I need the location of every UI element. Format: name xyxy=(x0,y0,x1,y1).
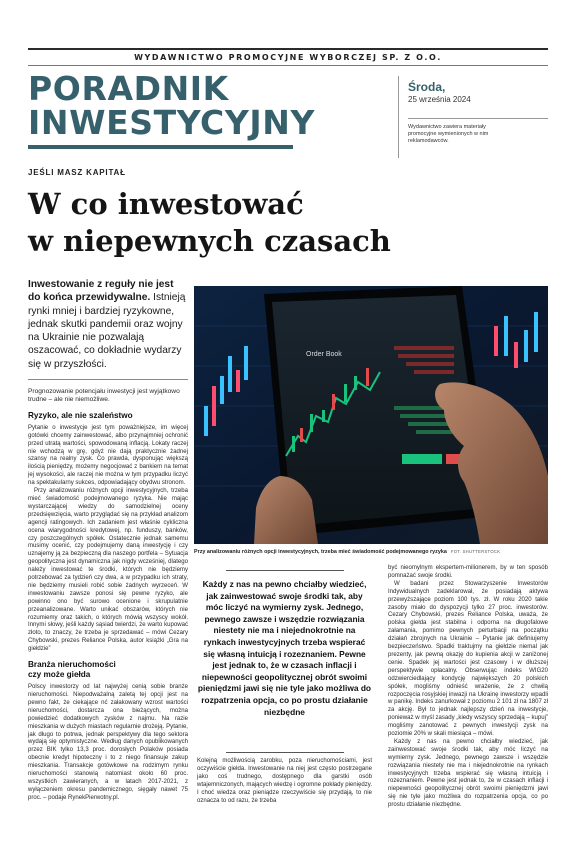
body-column-2 xyxy=(197,758,372,805)
promo-note: Wydawnictwo zawiera materiały promocyjne wymienionych w nim reklamodawców. xyxy=(408,124,489,144)
side-note-rule xyxy=(408,118,548,119)
paragraph: Przy analizowaniu różnych opcji inwestycyjnych, trzeba mieć świadomość podejmowanego ryzyka. Nie mając wystarczającej wiedzy do samodzielnej oceny przedsięwzięcia, warto przyglądać się na przykład analizom agencji ratingowych. Ich zadaniem jest właśnie cykliczna ocena wiarygodności kredytowej, np. funduszy, banków, czy poszczególnych spółek. Ostatecznie jednak samemu musimy ocenić, czy podejmujemy daną inwestycję i czy uznajemy ją za bezpieczną dla naszego portfela – Sytuacja geopolityczna jest dynamiczna jak nigdy wcześniej, dlatego należy inwestować te środki, których nie będziemy potrzebować za tydzień czy dwa, a w przypadku ich straty, nie będziemy musieli robić sobie żadnych wyrzeceń. W inwestowaniu zawsze ponosi się pewne ryzyko, ale powinno ono być surowo ocenione i skrupulatnie przeanalizowane. Warto unikać obszarów, których nie rozumiemy oraz takich, o których mówią wszyscy wokół. Innymi słowy, jeśli każdy sąsiad twierdzi, że warto kupować złoto, to znaczy, że trzeba je sprzedawać – mówi Cezary Chybowski, prezes Reliance Polska, autor książki „Gra na giełdzie” xyxy=(28,488,188,653)
article-lead xyxy=(28,278,188,371)
article-headline xyxy=(28,186,448,260)
pull-quote: Każdy z nas na pewno chciałby wiedzieć, jak zainwestować swoje środki tak, aby móc liczyć na wymierny zysk. Jednego, pewnego zawsze i wszędzie rozwiązania niestety nie ma i niejednokrotnie na rynkach inwestycyjnych trzeba wspierać się własną intuicją i rozeznaniem. Pewne jest jednak to, że w czasach inflacji i niepewności geopolitycznej obrót swoimi pieniędzmi jawi się nie tyle jako możliwa do rozpatrzenia opcja, co po prostu działanie niezbędne xyxy=(197,579,372,717)
body-column-1 xyxy=(28,388,188,803)
title-line-2: INWESTYCYJNY xyxy=(28,103,315,142)
headline-line-2: w niepewnych czasach xyxy=(28,224,391,258)
article-kicker: JEŚLI MASZ KAPITAŁ xyxy=(28,168,126,177)
tablet-trading-photo xyxy=(194,286,548,544)
pull-quote-top-rule xyxy=(226,570,344,571)
publication-title xyxy=(28,69,315,142)
paragraph: być nieomylnym ekspertem-milionerem, by w ten sposób pomnażać swoje środki. xyxy=(388,565,548,579)
paragraph: Kolejną możliwością zarobku, poza nieruchomościami, jest oczywiście giełda. Inwestowanie na niej jest często postrzegane jako coś trudnego, dostępnego dla garstki osób wtajemniczonych, mających wiedzę i ogromne pokłady pieniędzy. I choć wiedza oraz pieniądze rzeczywiście się przydają, to nie oznacza to od razu, że trzeba xyxy=(197,758,372,804)
masthead-rule xyxy=(28,65,548,66)
title-line-1: PORADNIK xyxy=(28,69,229,108)
lead-bold: Inwestowanie z reguły nie jest do końca przewidywalne. xyxy=(28,279,174,304)
masthead-divider xyxy=(398,76,399,158)
issue-day: Środa, xyxy=(408,80,446,94)
paragraph: Pytanie o inwestycje jest tym poważniejsze, im więcej gotówki chcemy zainwestować, albo przynajmniej ochronić przed utratą wartości, spowodowaną inflacją. Lokaty raczej nie wchodzą w grę, gdyż nie dają praktycznie żadnej szansy na realny zysk. Co prawda, dysponując większą ilością pieniędzy, możemy negocjować z bankiem na temat jej wysokości, ale raczej nie można w tym przypadku liczyć na spektakularny sukces, odpowiadający obydwu stronom. xyxy=(28,424,188,487)
body-column-3 xyxy=(388,565,548,810)
paragraph: Polscy inwestorzy od lat najwyżej cenią sobie branże nieruchomości. Niepodważalną zaletą tej opcji jest na pewno fakt, że ciekające nć załakowany wzrost wartości nieruchomości, dostarcza ona bieżących, można powiedzieć dodatkowych zysków z najmu. Na razie mieszkania w dużych miastach regularnie drożeją. Pytanie, jak długo to potrwa, jednak perspektywy dla tego sektora wydają się optymistyczne. Według danych opublikowanych przez BIK tylko 13,3 proc. dorosłych Polaków posiada obecnie kredyt hipoteczny i to z niego finansuje zakup mieszkania. Transakcje gotówkowe na rodzimym rynku nieruchomości stanowią natomiast około 60 proc. wszystkich zawieranych, a w latach 2017-2021, z wyłączeniem okresu pandemicznego, sięgały nawet 75 proc. – podaje RynekPierwotny.pl. xyxy=(28,684,188,801)
order-book-label: Order Book xyxy=(306,351,342,358)
headline-line-1: W co inwestować xyxy=(28,187,304,221)
subheading-real-estate xyxy=(28,660,188,680)
pull-quote-bottom-rule xyxy=(226,752,344,753)
lead-rest: Istnieją rynki mniej i bardziej ryzykowne, jednak skutki pandemii oraz wojny na Ukrainie nie pozwalają oszacować, co dokładnie wydarzy się w przyszłości. xyxy=(28,292,186,370)
caption-text: Przy analizowaniu różnych opcji inwestycyjnych, trzeba mieć świadomość podejmowanego ryzyka xyxy=(194,549,447,555)
masthead-top-rule xyxy=(28,48,548,50)
paragraph: W badani przez Stowarzyszenie Inwestorów Indywidualnych zadeklarował, że posiadają aktywa przewyższające poziom 100 tys. zł. W roku 2020 takie zasoby miało do dyspozycji tylko 27 proc. inwestorów. Cezary Chybowski, prezes Reliance Polska, uważa, że polska giełda jest stabilna i odporna na długofalowe załamania, pomimo pewnych perturbacji na początku działań zbrojnych na Ukrainie – Pytanie jak definiujemy bezpieczeństwo. Spadki traktujmy na giełdzie niemal jak prezenty, jak pewną okazję do kupienia akcji w zaniżonej cenie. Spadek jej wartości jest czasowy i w dłuższej perspektywie opłacalny. Obserwując indeks WIG20 odzwierciedlający kondycję największych 20 polskich spółek, mogliśmy odnieść wrażenie, że z chwilą rozpoczęcia rosyjskiej inwazji na Ukrainę inwestorzy wpadli w panikę. Indeks zanurkował z poziomu 2 101 zł na 1807 zł za akcję. Był to jednak najlepszy dzień na inwestycje, ponieważ w myśl zasady „kiedy wszyscy sprzedają – kupuj” mogliśmy zanotować z pewnych inwestycji zysk na poziomie 20% w skali miesiąca – mówi. xyxy=(388,580,548,738)
publisher-line: WYDAWNICTWO PROMOCYJNE WYBORCZEJ SP. Z O.O. xyxy=(134,53,442,62)
title-accent-bar xyxy=(28,145,293,149)
subheading-line: czy może giełda xyxy=(28,670,91,680)
subheading-line: Branża nieruchomości xyxy=(28,660,116,670)
paragraph: Każdy z nas na pewno chciałby wiedzieć, jak zainwestować swoje środki tak, aby móc liczyć na wymierny zysk. Jednego, pewnego zawsze i wszędzie rozwiązania niestety nie ma i niejednokrotnie na rynkach inwestycyjnych trzeba wspierać się własną intuicją i rozeznaniem. Pewne jest jednak to, że w czasach inflacji i niepewności geopolitycznej obrót swoimi pieniędzmi jawi się nie tyle jako możliwa do rozpatrzenia opcja, co po prostu działanie niezbędne. xyxy=(388,738,548,809)
photo-caption xyxy=(194,549,548,555)
column-intro: Prognozowanie potencjału inwestycji jest wyjątkowo trudne – ale nie niemożliwe. xyxy=(28,388,180,404)
photo-credit: FOT. SHUTTERSTOCK xyxy=(450,549,501,554)
lead-divider xyxy=(28,379,188,380)
issue-date: 25 września 2024 xyxy=(408,95,471,104)
subheading-risk: Ryzyko, ale nie szaleństwo xyxy=(28,410,133,420)
photo-illustration xyxy=(194,286,548,544)
